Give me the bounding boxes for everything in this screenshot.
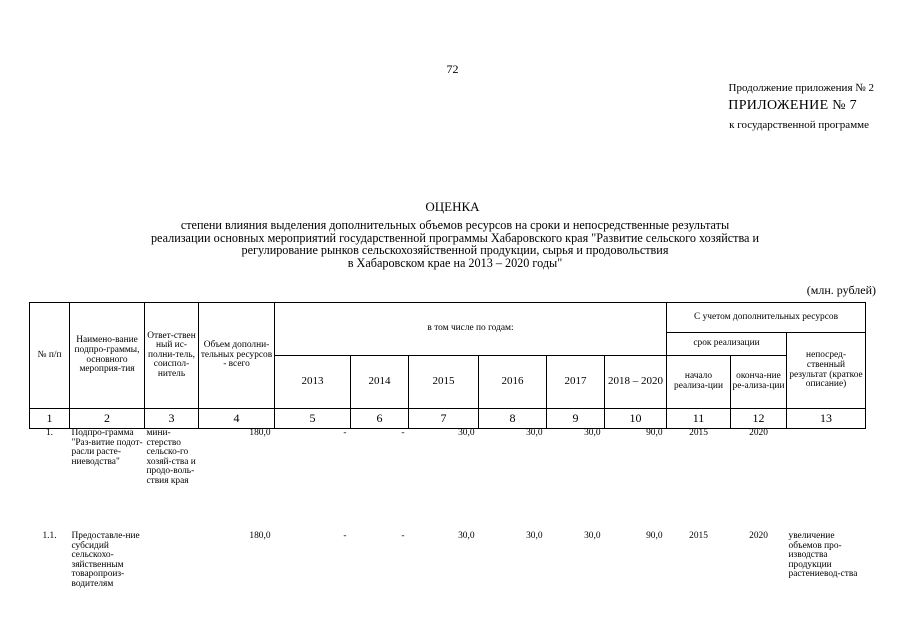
subtitle-line: реализации основных мероприятий государственной программы Хабаровского края "Развитие сельского хозяйства и: [150, 230, 760, 245]
header-year: 2016: [479, 356, 547, 409]
cell-year-2014: -: [401, 428, 405, 438]
header-end: оконча-ние ре-ализа-ции: [731, 356, 787, 409]
table-row: [30, 532, 866, 617]
cell-name: Предоставле-ние субсидий сельскохо-зяйственным товаропроиз-водителям: [71, 531, 140, 589]
cell-year-2015: 30,0: [458, 531, 475, 541]
subtitle-line: степени влияния выделения дополнительных объемов ресурсов на сроки и непосредственные результаты: [180, 218, 730, 232]
column-number: 2: [70, 409, 145, 429]
cell-year-2016: 30,0: [526, 531, 543, 541]
header-term: срок реализации: [667, 333, 787, 356]
table-row: [30, 429, 866, 533]
column-number: 11: [667, 409, 731, 429]
header-start: начало реализа-ции: [667, 356, 731, 409]
cell-year-2014: -: [401, 531, 405, 541]
column-number: 13: [787, 409, 866, 429]
cell-responsible: мини-стерство сельско-го хозяй-ства и продо-воль-ствия края: [146, 428, 196, 486]
document-title: ОЦЕНКА: [425, 199, 480, 214]
header-responsible: Ответ-ствен ный ис-полни-тель, соиспол-нитель: [145, 303, 199, 409]
cell-year-2018-2020: 90,0: [646, 531, 663, 541]
header-year: 2018 – 2020: [605, 356, 667, 409]
cell-year-2013: -: [343, 428, 347, 438]
cell-num: 1.: [45, 428, 54, 438]
cell-year-2017: 30,0: [584, 531, 601, 541]
cell-volume: 180,0: [249, 531, 271, 541]
cell-year-2016: 30,0: [526, 428, 543, 438]
appendix-title: ПРИЛОЖЕНИЕ № 7: [728, 98, 857, 113]
page-number: 72: [446, 62, 459, 76]
header-num: № п/п: [30, 303, 70, 409]
assessment-table: [29, 302, 866, 617]
cell-result: увеличение объемов про-изводства продукции растениевод-ства: [788, 531, 858, 580]
column-number: 12: [731, 409, 787, 429]
column-number: 8: [479, 409, 547, 429]
cell-year-2018-2020: 90,0: [646, 428, 663, 438]
cell-end: 2020: [749, 428, 768, 438]
header-name: Наимено-вание подпро-граммы, основного мероприя-тия: [70, 303, 145, 409]
cell-result: [787, 429, 866, 533]
column-number: 3: [145, 409, 199, 429]
units-label: (млн. рублей): [806, 283, 876, 297]
subtitle-line: в Хабаровском крае на 2013 – 2020 годы": [347, 255, 563, 270]
header-year: 2013: [275, 356, 351, 409]
cell-responsible: [145, 532, 199, 617]
cell-volume: 180,0: [249, 428, 271, 438]
header-with-resources: С учетом дополнительных ресурсов: [667, 303, 866, 333]
column-number: 7: [409, 409, 479, 429]
cell-end: 2020: [749, 531, 768, 541]
continuation-note: Продолжение приложения № 2: [728, 82, 874, 94]
header-years-group: в том числе по годам:: [275, 303, 667, 356]
cell-num: 1.1.: [42, 531, 57, 541]
document-subtitle: [60, 219, 850, 269]
cell-start: 2015: [689, 531, 708, 541]
subtitle-line: регулирование рынков сельскохозяйственной продукции, сырья и продовольствия: [241, 243, 669, 257]
cell-year-2017: 30,0: [584, 428, 601, 438]
column-number: 4: [199, 409, 275, 429]
column-number: 6: [351, 409, 409, 429]
column-number: 1: [30, 409, 70, 429]
appendix-program-note: к государственной программе: [729, 119, 869, 131]
header-year: 2014: [351, 356, 409, 409]
cell-name: Подпро-грамма "Раз-витие подот-расли расте-ниеводства": [71, 428, 143, 467]
cell-year-2015: 30,0: [458, 428, 475, 438]
column-number: 9: [547, 409, 605, 429]
cell-year-2013: -: [343, 531, 347, 541]
header-volume: Объем дополни-тельных ресурсов - всего: [199, 303, 275, 409]
header-year: 2015: [409, 356, 479, 409]
column-number: 10: [605, 409, 667, 429]
cell-start: 2015: [689, 428, 708, 438]
header-year: 2017: [547, 356, 605, 409]
column-number: 5: [275, 409, 351, 429]
header-result: непосред-ственный результат (краткое описание): [787, 333, 866, 409]
